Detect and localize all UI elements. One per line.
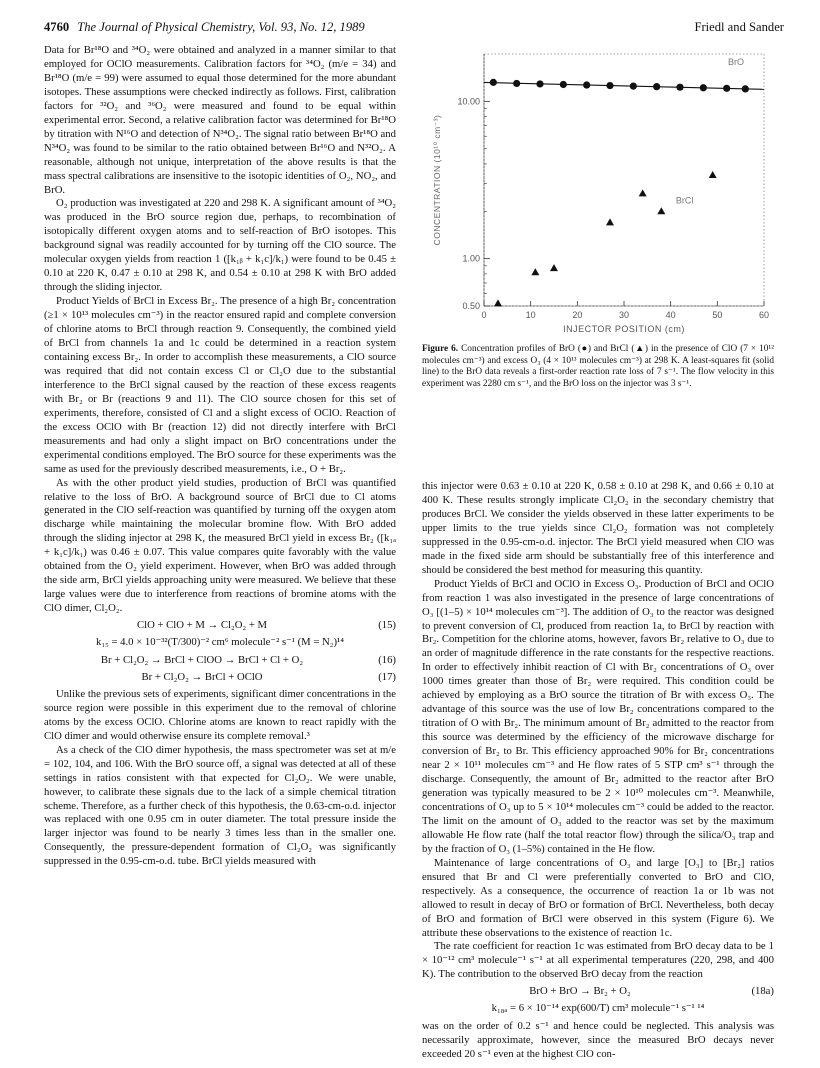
paragraph: Product Yields of BrCl in Excess Br₂. The presence of a high Br₂ concentration (≥1 × 10¹³ molecules cm⁻³) in the reactor ensured rapid and complete conversion of chlorine atoms to BrCl through reaction 9. Consequently, the combined yield of BrCl from channels 1a and 1c could be determined in a reaction system containing excess Br₂. In order to accomplish these measurements, a ClO source was required that did not contain excess Cl or Cl₂O due to the substantial interference to the BrCl signal caused by the reaction of these excess reagents with Br₂ or Br (reactions 9 and 11). The ClO source chosen for this set of experiments, therefore, consisted of Cl and a slight excess of OClO. Reaction of the excess OClO with Br (reaction 12) did not directly interfere with BrCl measurements and had only a slight impact on BrO concentrations under the experimental conditions employed. The BrO source for these experiments was the same as used for the previously described measurements, i.e., O + Br₂. (44, 295, 396, 475)
y-tick-label: 0.50 (462, 301, 480, 311)
paragraph: O₂ production was investigated at 220 and 298 K. A significant amount of ³⁴O₂ was produced in the BrO source region due, perhaps, to recombination of isotopically different oxygen atoms and to self-reaction of BrO isotopes. This background signal was readily accounted for by turning off the ClO source. The molecular oxygen yields from reaction 1 ([k₁ᵦ + k₁c]/k₁) were found to be 0.45 ± 0.10 at 220 K, 0.47 ± 0.10 at 298 K, and 0.54 ± 0.10 at 298 K with BrO added through the sliding injector. (44, 197, 396, 294)
equation-expression: Br + Cl₂O₂ → BrCl + OClO (141, 670, 263, 683)
x-tick-label: 50 (712, 310, 723, 320)
brcl-point (639, 189, 647, 196)
equation (44, 619, 396, 633)
x-tick-label: 40 (665, 310, 676, 320)
paragraph: Data for Br¹⁸O and ³⁴O₂ were obtained and analyzed in a manner similar to that employed for OClO measurements. Calibration factors for ³⁴O₂ (m/e = 34) and Br¹⁸O (m/e = 99) were assumed to equal those determined for the more abundant isotopes. These assumptions were checked indirectly as follows. First, calibration factors for ³²O₂ and ³⁶O₂ were measured and found to be equal within experimental error. Second, a relative calibration factor was determined for Br¹⁸O by titration with N¹⁶O and detection of N³⁴O₂. The signal ratio between Br¹⁸O and N³⁴O₂ was found to be similar to the ratio obtained between Br¹⁶O and N³²O₂. A reasonable, although not unique, interpretation of the above results is that the mass spectral calibrations are insensitive to the isotopic identities of O₂, NO₂, and BrO. (44, 44, 396, 196)
bro-point (606, 82, 613, 89)
brcl-point (550, 264, 558, 271)
equation-expression: BrO + BrO → Br₂ + O₂ (529, 985, 631, 998)
x-tick-label: 10 (525, 310, 536, 320)
bro-point (676, 84, 683, 91)
page-number: 4760 (44, 20, 70, 34)
bro-point (742, 85, 749, 92)
rate-expression: k₁₈ₐ = 6 × 10⁻¹⁴ exp(600/T) cm³ molecule⁻¹ s⁻¹ ¹⁴ (491, 1002, 705, 1015)
page-header (44, 20, 784, 40)
equation-number: (16) (378, 653, 396, 666)
figure-caption (422, 344, 774, 390)
brcl-point (494, 299, 502, 306)
x-axis-label: INJECTOR POSITION (cm) (563, 324, 685, 334)
brcl-point (531, 268, 539, 275)
equation-number: (18a) (751, 985, 774, 998)
equation (44, 671, 396, 685)
x-tick-label: 60 (758, 310, 770, 320)
authors: Friedl and Sander (694, 20, 784, 34)
figure-6 (422, 44, 774, 474)
left-column (44, 44, 396, 869)
bro-point (700, 84, 707, 91)
bro-fit-line (484, 82, 764, 89)
journal-line (44, 20, 365, 35)
bro-point (723, 85, 730, 92)
equation-expression: Br + Cl₂O₂ → BrCl + ClOO → BrCl + Cl + O₂ (100, 653, 304, 666)
bro-point (653, 83, 660, 90)
equation-expression: ClO + ClO + M → Cl₂O₂ + M (136, 619, 268, 632)
bro-point (513, 80, 520, 87)
caption-label: Figure 6. (422, 344, 459, 354)
paragraph: The rate coefficient for reaction 1c was estimated from BrO decay data to be 1 × 10⁻¹² cm³ molecule⁻¹ s⁻¹ at all experimental temperatures (220, 298, and 400 K). The contribution to the observed BrO decay from the reaction (422, 940, 774, 981)
series-label-bro: BrO (727, 57, 745, 68)
rate-expression: k₁₅ = 4.0 × 10⁻³²(T/300)⁻² cm⁶ molecule⁻² s⁻¹ (M = N₂)¹⁴ (96, 636, 344, 649)
brcl-point (606, 218, 614, 225)
journal-name: The Journal of Physical Chemistry, Vol. 93, No. 12, 1989 (77, 20, 365, 34)
paragraph: was on the order of 0.2 s⁻¹ and hence could be neglected. This analysis was necessarily approximate, however, since the measured BrO decays never exceeded 20 s⁻¹ even at the highest ClO con- (422, 1020, 774, 1061)
y-tick-label: 1.00 (462, 253, 480, 264)
series-label-brcl: BrCl (675, 195, 694, 206)
concentration-chart (422, 44, 774, 334)
right-column (422, 480, 774, 1062)
plot-frame (484, 54, 764, 306)
bro-point (536, 80, 543, 87)
paragraph: Unlike the previous sets of experiments, significant dimer concentrations in the source region were possible in this experiment due to the removal of chlorine atoms by the excess OClO. Chlorine atoms are known to react rapidly with the ClO dimer and would otherwise ensure its complete removal.³ (44, 687, 396, 742)
brcl-point (657, 207, 665, 214)
x-tick-label: 20 (572, 310, 583, 320)
equation-number: (15) (378, 619, 396, 632)
paragraph: As a check of the ClO dimer hypothesis, the mass spectrometer was set at m/e = 102, 104, and 106. With the BrO source off, a signal was detected at all of these settings in ratios consistent with that expected for Cl₂O₂. We were unable, however, to calibrate these signals due to the lack of a simple chemical titration scheme. Therefore, as a further check of this hypothesis, the 0.63-cm-o.d. injector was replaced with one 0.95 cm in outer diameter. The total pressure inside the larger injector was found to be nearly 3 times less than in the smaller one. Consequently, the pressure-dependent formation of Cl₂O₂ was significantly suppressed in the 0.95-cm-o.d. tube. BrCl yields measured with (44, 743, 396, 868)
paragraph: this injector were 0.63 ± 0.10 at 220 K, 0.58 ± 0.10 at 298 K, and 0.66 ± 0.10 at 400 K. These results strongly implicate Cl₂O₂ in the secondary chemistry that produces BrCl. We consider the yields observed in these latter experiments to be upper limits to the true yields since Cl₂O₂ formation was not completely suppressed in the 0.95-cm-o.d. injector. The BrCl yield measured when ClO was made in the fixed side arm should be substantially free of this interference and should be considered the best method for measuring this quantity. (422, 480, 774, 576)
paragraph: As with the other product yield studies, production of BrCl was quantified relative to the loss of BrO. A background source of BrCl due to Cl atoms generated in the ClO self-reaction was quantified by turning off the oxygen atom discharge while maintaining the molecular bromine flow. With BrO added through the sliding injector at 298 K, the measured BrCl yield in excess Br₂ ([k₁ₐ + k₁c]/k₁) was 0.46 ± 0.07. This value compares quite favorably with the value obtained from the O₂ yield experiment. However, when BrO was added through the side arm, BrCl yields approaching unity were measured. We believe that these large values were due to interference from reactions of bromine atoms with the ClO dimer, Cl₂O₂. (44, 476, 396, 615)
brcl-point (709, 171, 717, 178)
equation (422, 985, 774, 999)
y-axis-label: CONCENTRATION (10¹⁰ cm⁻³) (432, 114, 442, 246)
equation-number: (17) (378, 670, 396, 683)
paragraph: Maintenance of large concentrations of O₃ and large [O₃] to [Br₂] ratios ensured that Br and Cl were preferentially converted to BrO and ClO, respectively. As a consequence, the occurrence of reaction 1a or 1b was not allowed to result in decay of BrO or formation of BrCl. Nevertheless, both decay of BrO and formation of BrCl were observed in this system (Figure 6). We attribute these observations to the existence of reaction 1c. (422, 856, 774, 939)
bro-point (560, 81, 567, 88)
x-tick-label: 0 (481, 310, 487, 320)
paragraph: Product Yields of BrCl and OClO in Excess O₃. Production of BrCl and OClO from reaction 1 was also investigated in the presence of large concentrations of O₃ [(1–5) × 10¹⁴ molecules cm⁻³]. The addition of O₃ to the reactor was designed to prevent conversion of Cl, produced from reaction 1a, to BrCl by reaction with Br₂. Competition for the chlorine atoms, however, favors Br₂ relative to O₃ due to an order of magnitude difference in the rate constants for the respective reactions. In order to effectively inhibit reaction of Cl with Br₂ concentrations of O₃ over 1000 times greater than those of Br₂ were required. This condition could be achieved by employing as a BrO source the titration of Br with excess O₃. The advantage of this source was the use of low Br₂ concentrations compared to the titration of O with Br₂. The minimum amount of Br₂ admitted to the reactor from this source was determined by the efficiency of the microwave discharge for conversion of Br₂ to Br. This efficiency approached 90% for Br₂ concentrations near 2 × 10¹¹ molecules cm⁻³ and He flow rates of 5 STP cm³ s⁻¹ through the discharge. Consequently, the amount of Br₂ admitted to the reactor after BrO generation was typically measured to be 2 × 10¹⁰ molecules cm⁻³. Meanwhile, concentrations of O₃ up to 5 × 10¹⁴ molecules cm⁻³ could be added to the reactor. The limit on the amount of O₃ added to the reactor was set by the maximum allowable He flow rate (half the total reactor flow) through the silica/O₃ trap and by the fraction of O₃ (1–5%) contained in the He flow. (422, 577, 774, 855)
bro-point (490, 79, 497, 86)
equation (44, 654, 396, 668)
bro-point (630, 83, 637, 90)
caption-text: Concentration profiles of BrO (●) and BrCl (▲) in the presence of ClO (7 × 10¹² molecules cm⁻³) and excess O₃ (4 × 10¹³ molecules cm⁻³) at 298 K. A least-squares fit (solid line) to the BrO data reveals a first-order reaction rate loss of 7 s⁻¹. The flow velocity in this experiment was 2280 cm s⁻¹, and the BrO loss on the injector was 3 s⁻¹. (422, 344, 775, 389)
x-tick-label: 30 (618, 310, 630, 320)
y-tick-label: 10.00 (457, 96, 480, 107)
bro-point (583, 81, 590, 88)
